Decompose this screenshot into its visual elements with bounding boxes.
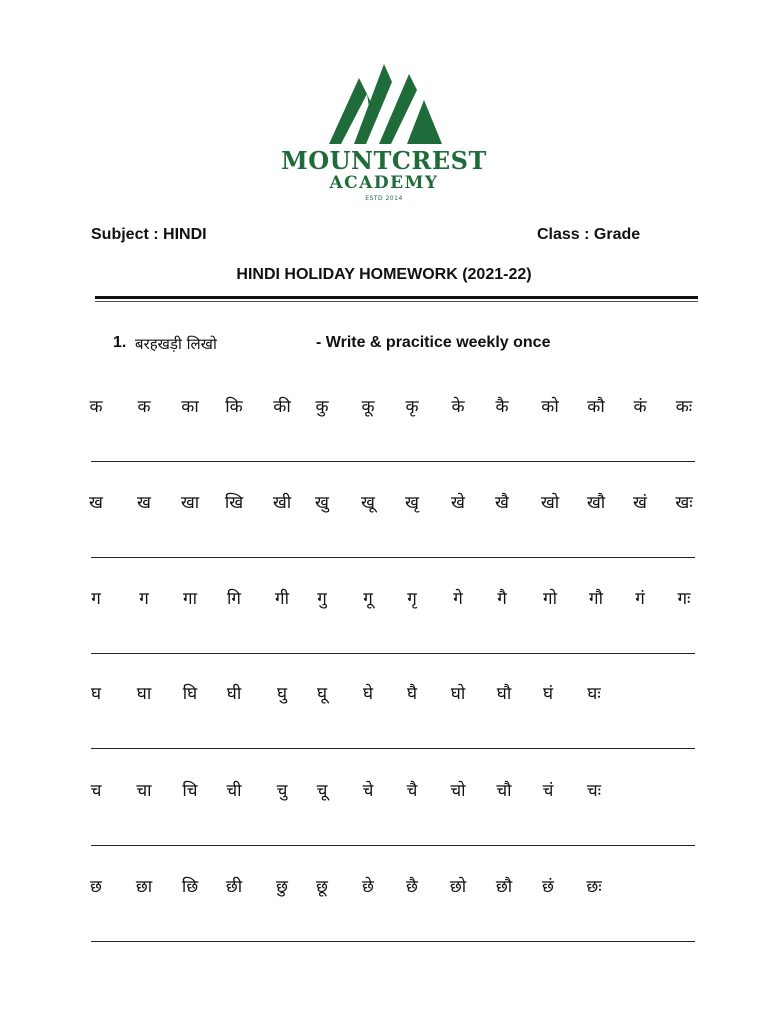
barakhadi-row xyxy=(0,874,768,904)
barakhadi-letter: छो xyxy=(449,877,467,897)
barakhadi-letter: गृ xyxy=(407,589,417,609)
barakhadi-letter: गं xyxy=(635,589,645,609)
barakhadi-row xyxy=(0,778,768,808)
barakhadi-letter: चे xyxy=(362,781,374,801)
class-label: Class : Grade xyxy=(537,226,641,243)
writing-line[interactable] xyxy=(91,653,695,654)
barakhadi-letter: कं xyxy=(633,397,647,417)
logo-estd: ESTD 2014 xyxy=(365,195,403,202)
barakhadi-letter: खू xyxy=(361,493,375,513)
barakhadi-letter: क xyxy=(89,397,103,417)
barakhadi-letter: चै xyxy=(406,781,418,801)
barakhadi-letter: गा xyxy=(183,589,197,609)
barakhadi-letter: गू xyxy=(363,589,373,609)
barakhadi-letter: छु xyxy=(276,877,288,897)
barakhadi-letter: घु xyxy=(276,684,288,704)
barakhadi-letter: गो xyxy=(543,589,557,609)
writing-line[interactable] xyxy=(91,845,695,846)
barakhadi-letter: छः xyxy=(586,877,602,897)
barakhadi-letter: घे xyxy=(362,684,374,704)
barakhadi-letter: खी xyxy=(272,493,292,513)
title-divider-thick xyxy=(95,296,698,299)
barakhadi-letter: चु xyxy=(276,781,288,801)
barakhadi-row xyxy=(0,490,768,520)
barakhadi-letter: घि xyxy=(182,684,198,704)
barakhadi-letter: छ xyxy=(90,877,102,897)
barakhadi-letter: घी xyxy=(226,684,242,704)
barakhadi-letter: कः xyxy=(675,397,693,417)
barakhadi-letter: छा xyxy=(135,877,153,897)
barakhadi-letter: च xyxy=(90,781,102,801)
barakhadi-letter: घः xyxy=(587,684,601,704)
barakhadi-letter: छै xyxy=(406,877,418,897)
barakhadi-letter: खृ xyxy=(405,493,419,513)
barakhadi-letter: कु xyxy=(315,397,329,417)
barakhadi-letter: चू xyxy=(316,781,328,801)
barakhadi-letter: गु xyxy=(317,589,327,609)
barakhadi-letter: घौ xyxy=(496,684,512,704)
barakhadi-letter: खा xyxy=(180,493,200,513)
barakhadi-letter: छि xyxy=(181,877,199,897)
barakhadi-letter: की xyxy=(273,397,291,417)
barakhadi-letter: घं xyxy=(542,684,554,704)
barakhadi-letter: गी xyxy=(275,589,289,609)
instruction-hindi: बरहखड़ी लिखो xyxy=(135,335,217,353)
barakhadi-letter: का xyxy=(181,397,199,417)
barakhadi-letter: चौ xyxy=(496,781,512,801)
barakhadi-letter: क xyxy=(137,397,151,417)
barakhadi-letter: के xyxy=(451,397,465,417)
barakhadi-letter: ख xyxy=(89,493,103,513)
barakhadi-row xyxy=(0,586,768,616)
barakhadi-letter: घा xyxy=(136,684,152,704)
barakhadi-letter: ग xyxy=(91,589,101,609)
barakhadi-letter: कै xyxy=(495,397,509,417)
instruction-english: - Write & pracitice weekly once xyxy=(316,334,551,351)
barakhadi-letter: गौ xyxy=(589,589,603,609)
barakhadi-letter: छे xyxy=(362,877,374,897)
barakhadi-letter: खौ xyxy=(586,493,606,513)
barakhadi-letter: गै xyxy=(497,589,507,609)
writing-line[interactable] xyxy=(91,461,695,462)
barakhadi-letter: कि xyxy=(225,397,243,417)
barakhadi-letter: चि xyxy=(182,781,198,801)
barakhadi-letter: खै xyxy=(495,493,509,513)
logo-subtitle: ACADEMY xyxy=(329,173,439,193)
barakhadi-letter: ख xyxy=(137,493,151,513)
barakhadi-letter: गः xyxy=(677,589,691,609)
barakhadi-letter: कू xyxy=(361,397,375,417)
barakhadi-letter: छू xyxy=(316,877,328,897)
question-number: 1. xyxy=(113,334,127,351)
barakhadi-letter: खि xyxy=(224,493,244,513)
barakhadi-letter: गे xyxy=(453,589,463,609)
barakhadi-letter: घ xyxy=(90,684,102,704)
logo-name: MOUNTCREST xyxy=(281,146,487,175)
barakhadi-letter: कृ xyxy=(405,397,419,417)
barakhadi-letter: घै xyxy=(406,684,418,704)
barakhadi-letter: खं xyxy=(633,493,647,513)
writing-line[interactable] xyxy=(91,941,695,942)
barakhadi-letter: गि xyxy=(227,589,241,609)
barakhadi-letter: घू xyxy=(316,684,328,704)
page-title: HINDI HOLIDAY HOMEWORK (2021-22) xyxy=(236,266,532,283)
barakhadi-letter: कौ xyxy=(587,397,605,417)
barakhadi-letter: खे xyxy=(451,493,465,513)
barakhadi-letter: ग xyxy=(139,589,149,609)
writing-line[interactable] xyxy=(91,557,695,558)
barakhadi-row xyxy=(0,394,768,424)
barakhadi-letter: चा xyxy=(136,781,152,801)
barakhadi-row xyxy=(0,681,768,711)
barakhadi-letter: खः xyxy=(675,493,693,513)
title-divider-thin xyxy=(95,301,698,302)
barakhadi-letter: चः xyxy=(586,781,602,801)
mountain-peaks-icon xyxy=(324,60,444,146)
barakhadi-letter: चो xyxy=(450,781,466,801)
barakhadi-letter: छौ xyxy=(495,877,513,897)
barakhadi-letter: चं xyxy=(542,781,554,801)
barakhadi-letter: घो xyxy=(450,684,466,704)
barakhadi-letter: को xyxy=(541,397,559,417)
writing-line[interactable] xyxy=(91,748,695,749)
subject-label: Subject : HINDI xyxy=(91,226,207,243)
barakhadi-letter: ची xyxy=(226,781,242,801)
barakhadi-letter: खो xyxy=(540,493,560,513)
school-logo xyxy=(0,60,768,202)
barakhadi-letter: छी xyxy=(225,877,243,897)
barakhadi-letter: छं xyxy=(542,877,554,897)
barakhadi-letter: खु xyxy=(315,493,329,513)
